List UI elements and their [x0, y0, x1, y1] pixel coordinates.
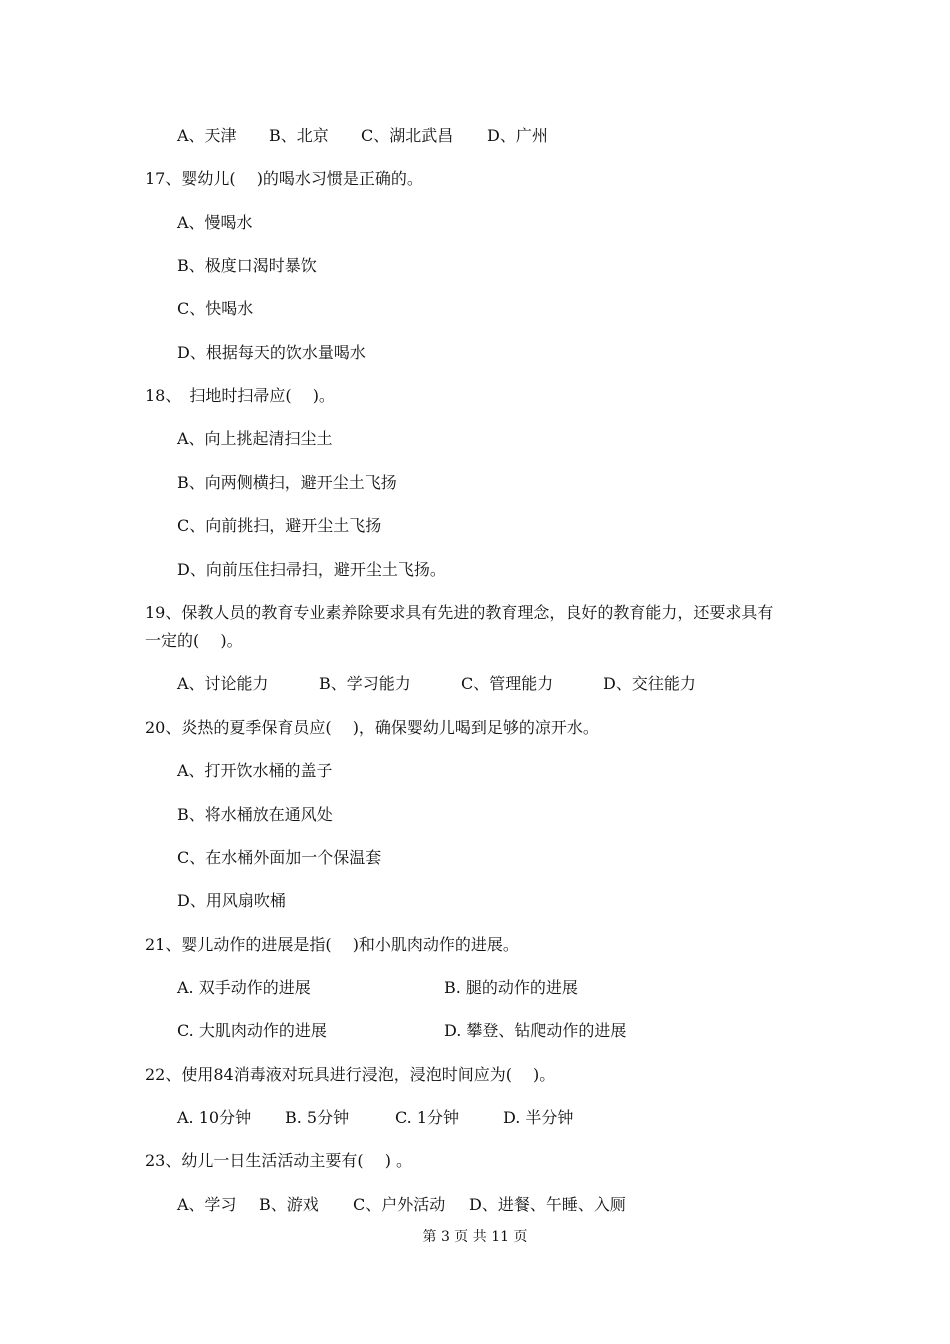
q20-option-a: A、打开饮水桶的盖子: [177, 761, 333, 780]
q17-option-d: D、根据每天的饮水量喝水: [177, 343, 366, 362]
q19-option-b: B、学习能力: [319, 674, 411, 693]
page-footer: 第 3 页 共 11 页: [422, 1229, 528, 1245]
q16-option-b: B、北京: [269, 126, 329, 145]
q20-option-c: C、在水桶外面加一个保温套: [177, 848, 382, 867]
q22-option-b: B. 5分钟: [285, 1108, 350, 1127]
q23-option-b: B、游戏: [259, 1195, 319, 1214]
q19-option-c: C、管理能力: [461, 674, 554, 693]
q21-option-d: D. 攀登、钻爬动作的进展: [444, 1021, 627, 1040]
q22-option-a: A. 10分钟: [177, 1108, 252, 1127]
q23-option-d: D、进餐、午睡、入厕: [469, 1195, 626, 1214]
q19-stem-line2: 一定的( )。: [145, 631, 243, 650]
q17-option-a: A、慢喝水: [177, 213, 253, 232]
q21-stem: 21、婴儿动作的进展是指( )和小肌肉动作的进展。: [145, 935, 519, 954]
q21-option-a: A. 双手动作的进展: [177, 978, 311, 997]
q22-option-c: C. 1分钟: [395, 1108, 460, 1127]
q17-option-b: B、极度口渴时暴饮: [177, 256, 317, 275]
q16-option-d: D、广州: [487, 126, 548, 145]
q21-option-b: B. 腿的动作的进展: [444, 978, 578, 997]
q18-option-a: A、向上挑起清扫尘土: [177, 429, 333, 448]
q17-option-c: C、快喝水: [177, 299, 254, 318]
q18-option-b: B、向两侧横扫，避开尘土飞扬: [177, 473, 397, 492]
q19-option-a: A、讨论能力: [177, 674, 269, 693]
q23-option-c: C、户外活动: [353, 1195, 446, 1214]
q19-stem-line1: 19、保教人员的教育专业素养除要求具有先进的教育理念，良好的教育能力，还要求具有: [145, 603, 774, 622]
q18-stem: 18、 扫地时扫帚应( )。: [145, 386, 335, 405]
q18-option-d: D、向前压住扫帚扫，避开尘土飞扬。: [177, 560, 446, 579]
q16-option-c: C、湖北武昌: [361, 126, 454, 145]
q16-option-a: A、天津: [177, 126, 237, 145]
q22-option-d: D. 半分钟: [503, 1108, 574, 1127]
q23-option-a: A、学习: [177, 1195, 237, 1214]
q20-option-d: D、用风扇吹桶: [177, 891, 286, 910]
q23-stem: 23、幼儿一日生活活动主要有( ) 。: [145, 1151, 413, 1170]
q20-stem: 20、炎热的夏季保育员应( )，确保婴幼儿喝到足够的凉开水。: [145, 718, 599, 737]
q17-stem: 17、婴幼儿( )的喝水习惯是正确的。: [145, 169, 423, 188]
q20-option-b: B、将水桶放在通风处: [177, 805, 333, 824]
q19-option-d: D、交往能力: [603, 674, 696, 693]
q21-option-c: C. 大肌肉动作的进展: [177, 1021, 327, 1040]
q22-stem: 22、使用84消毒液对玩具进行浸泡，浸泡时间应为( )。: [145, 1065, 556, 1084]
q18-option-c: C、向前挑扫，避开尘土飞扬: [177, 516, 382, 535]
